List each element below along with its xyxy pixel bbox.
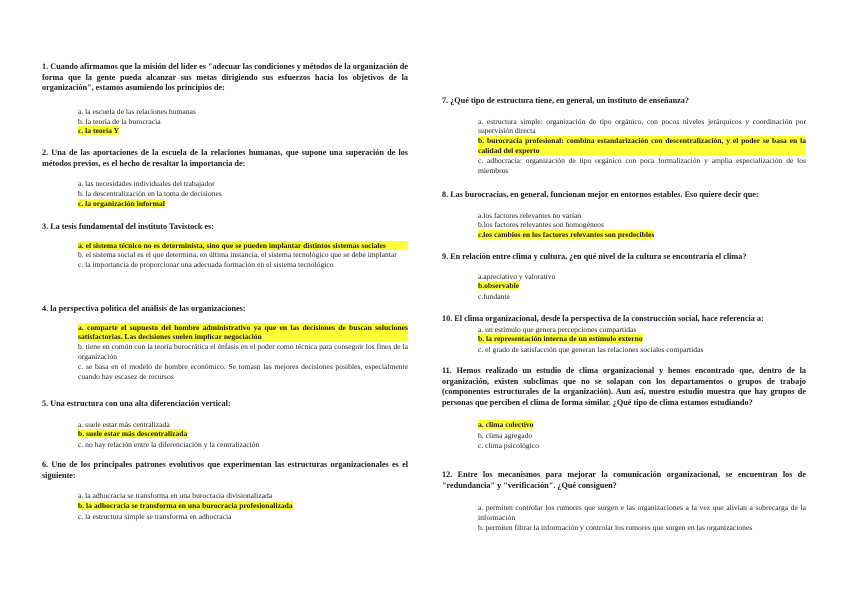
options	[442, 117, 806, 176]
question-11	[442, 366, 806, 451]
question-text: 10. El clima organizacional, desde la perspectiva de la construcción social, hace referencia a:	[442, 314, 764, 323]
question-7	[442, 96, 806, 175]
option-c[interactable]: c. el grado de satisfacción que generan las relaciones sociales compartidas	[478, 344, 704, 354]
question-5	[42, 399, 408, 450]
option-b-correct[interactable]: b. burocracia profesional: combina estandarización con descentralización, y el poder se basa en la calidad del experto	[478, 136, 806, 155]
question-text: 12. Entre los mecanismos para mejorar la comunicación organizacional, se encuentran los de "redundancia" y "verificación". ¿Qué consiguen?	[442, 470, 806, 490]
question-4	[42, 304, 408, 381]
question-8	[442, 190, 806, 241]
question-text: 5. Una estructura con una alta diferenciación vertical:	[42, 399, 231, 408]
question-text: 3. La tesis fundamental del instituto Tavistock es:	[42, 222, 214, 231]
option-a[interactable]: a. la adhocracia se transforma en una burocracia divisionalizada	[78, 491, 273, 501]
option-b[interactable]: b. la teoría de la burocracia	[78, 116, 161, 126]
option-a[interactable]: a.apreciativo y valorativo	[478, 271, 556, 281]
question-text: 4. la perspectiva política del análisis de las organizaciones:	[42, 304, 246, 313]
option-c[interactable]: c. la importancia de proporcionar una adecuada formación en el sistema tecnológico	[78, 260, 334, 270]
question-2	[42, 148, 408, 209]
option-a[interactable]: a. suele estar más centralizada	[78, 419, 170, 429]
option-c-correct[interactable]: c. la organización informal	[78, 198, 165, 208]
question-text: 7. ¿Qué tipo de estructura tiene, en general, un instituto de enseñanza?	[442, 96, 689, 105]
option-a-correct[interactable]: a. clima colectivo	[478, 420, 534, 430]
option-a[interactable]: a. un estímulo que genera percepciones compartidas	[478, 324, 637, 334]
option-a[interactable]: a. las necesidades individuales del trabajador	[78, 179, 215, 189]
option-a[interactable]: a.los factores relevantes no varían	[478, 210, 582, 220]
option-c[interactable]: c. la estructura simple se transforma en adhocracia	[78, 511, 232, 521]
options	[442, 420, 806, 450]
option-b[interactable]: b. clima agregado	[478, 430, 533, 440]
option-c[interactable]: c. clima psicológico	[478, 440, 539, 450]
option-b[interactable]: b.los factores relevantes son homogéneos	[478, 220, 604, 230]
options	[42, 323, 408, 382]
options	[442, 325, 806, 355]
option-b[interactable]: b. el sistema social es el que determina, en última instancia, el sistema tecnológico que se debe implantar	[78, 250, 397, 260]
question-3	[42, 222, 408, 270]
options	[42, 241, 408, 270]
option-b-correct[interactable]: b. la adhocracia se transforma en una burocracia profesionalizada	[78, 500, 293, 510]
option-b[interactable]: b. permiten filtrar la información y controlar los rumores que surgen en las organizaciones	[478, 522, 753, 532]
option-a[interactable]: a. la escuela de las relaciones humanas	[78, 106, 196, 116]
question-text: 9. En relación entre clima y cultura, ¿en qué nivel de la cultura se encontraría el clima?	[442, 252, 747, 261]
question-text: 11. Hemos realizado un estudio de clima organizacional y hemos encontrado que, dentro de la organización, existen subclimas que no se solapan con los departamentos o grupos de trabajo (componentes estructurales de la organización). Aun así, nuestro estudio muestra que hay grupos de personas que perciben el clima de forma similar. ¿Qué tipo de clima estamos estudiando?	[442, 366, 806, 407]
option-b-correct[interactable]: b. suele estar más descentralizada	[78, 429, 188, 439]
options	[42, 420, 408, 450]
question-9	[442, 252, 806, 302]
option-c[interactable]: c. se basa en el modelo de hombre económico. Se tomasn las mejores decisiones posibles, especialmente cuando hay escasez de recursos	[78, 361, 408, 381]
question-1	[42, 62, 408, 137]
option-b[interactable]: b. tiene en común con la teoría burocrática el énfasis en el poder como técnica para conseguir los fines de la organización	[78, 342, 408, 361]
option-c[interactable]: c.fundante	[478, 291, 510, 301]
option-a[interactable]: a. estructura simple: organización de tipo orgánico, con pocos niveles jerárquicos y coordinación por supervisión directa	[478, 116, 806, 136]
options	[42, 107, 408, 137]
options	[442, 272, 806, 302]
option-b-correct[interactable]: b. la representación interna de un estímulo externo	[478, 334, 643, 344]
options	[442, 211, 806, 241]
question-10	[442, 314, 806, 355]
option-c[interactable]: c. no hay relación entre la diferenciación y la centralización	[78, 439, 260, 449]
question-text: 8. Las burocracias, en general, funcionan mejor en entornos estables. Eso quiere decir que:	[442, 190, 759, 199]
option-c-correct[interactable]: c.los cambios en los factores relevantes son predecibles	[478, 230, 655, 240]
question-text: 2. Una de las aportaciones de la escuela de la relaciones humanas, que supone una superación de los métodos previos, es el hecho de resaltar la importancia de:	[42, 148, 408, 168]
option-a[interactable]: a. permiten controlar los rumores que surgen e las organizaciones a la vez que alivian a sobrecarga de la información	[478, 503, 806, 522]
option-b-correct[interactable]: b.observable	[478, 281, 520, 291]
option-a-correct[interactable]: a. comparte el supuesto del hombre administrativo ya que en las decisiones de buscan soluciones satisfactorias. Las decisiones suelen implicar negociación	[78, 322, 408, 342]
question-text: 6. Uno de los principales patrones evolutivos que experimentan las estructuras organizacionales es el siguiente:	[42, 460, 408, 480]
option-b[interactable]: b. la descentralización en la toma de decisiones	[78, 188, 222, 198]
question-6	[42, 460, 408, 521]
option-c[interactable]: c. adhocracia: organización de tipo orgánico con poca formalización y amplia especialización de los miembros	[478, 155, 806, 175]
question-12	[442, 470, 806, 533]
options	[42, 491, 408, 521]
question-text: 1. Cuando afirmamos que la misión del líder es "adecuar las condiciones y métodos de la organización de forma que la gente pueda alcanzar sus metas dirigiendo sus esfuerzos hacia los objetivos de la organización", estamos asumiendo los principios de:	[42, 62, 408, 93]
options	[42, 179, 408, 209]
option-c-correct[interactable]: c. la teoría Y	[78, 126, 120, 136]
option-a-correct[interactable]: a. el sistema técnico no es determinista, sino que se pueden implantar distintos sistemas sociales	[78, 241, 408, 251]
options	[442, 503, 806, 532]
